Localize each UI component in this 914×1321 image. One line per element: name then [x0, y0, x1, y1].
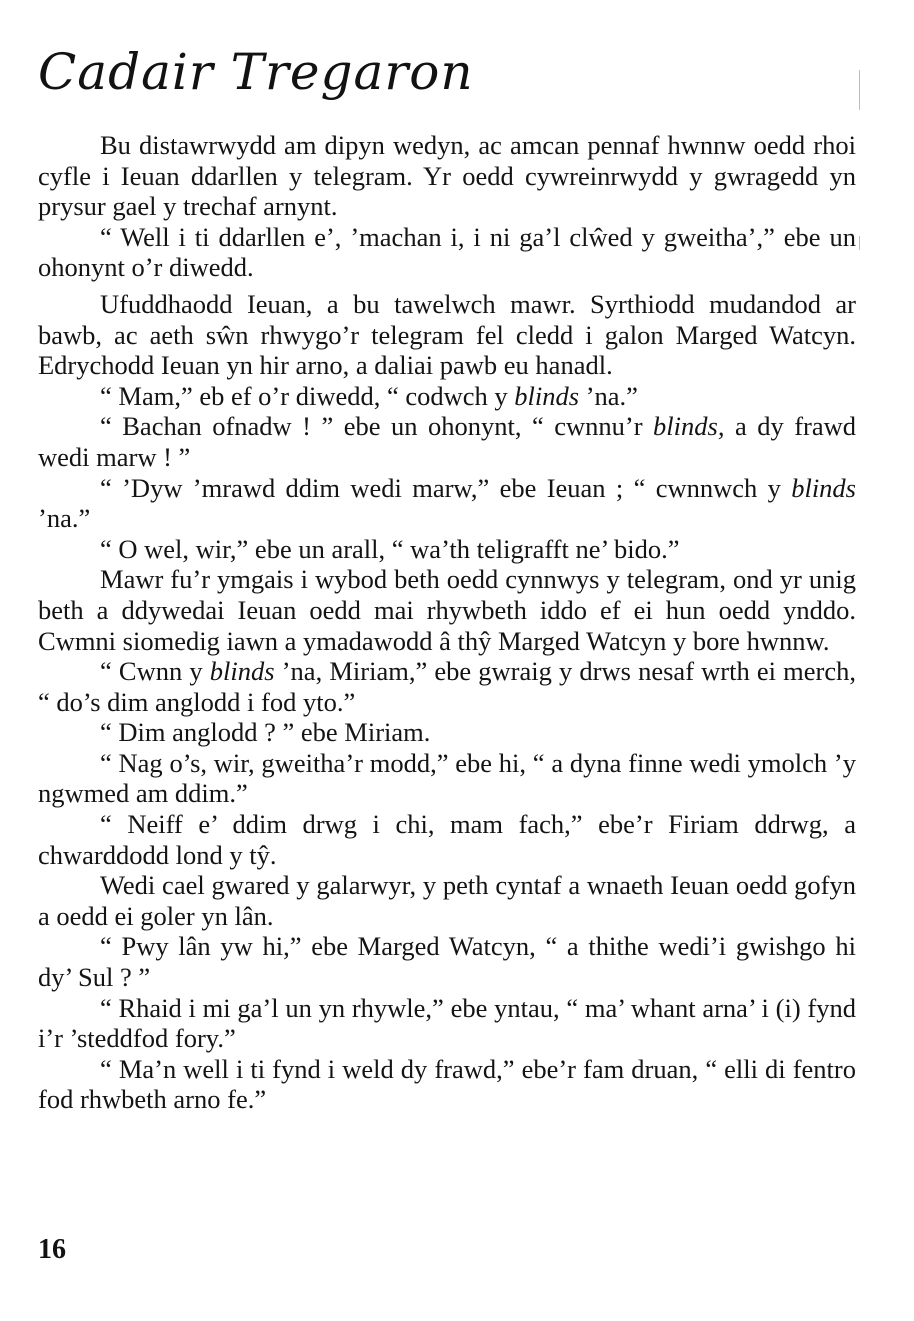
paragraph-text: “ Bachan ofnadw ! ” ebe un ohonynt, “ cwnnu’r	[100, 411, 654, 442]
italic-word: blinds,	[653, 411, 725, 442]
paragraph-text: ’na.”	[579, 380, 638, 411]
paragraph: “ Neiff e’ ddim drwg i chi, mam fach,” ebe’r Firiam ddrwg, a chwarddodd lond y tŷ.	[38, 809, 856, 870]
paragraph: “ Nag o’s, wir, gweitha’r modd,” ebe hi, “ a dyna finne wedi ymolch ’y ngwmed am ddim.”	[38, 747, 856, 809]
paragraph	[38, 656, 856, 717]
paragraph-text: a dy frawd wedi marw ! ”	[38, 411, 857, 472]
page-edge-mark	[859, 236, 860, 250]
paragraph: Ufuddhaodd Ieuan, a bu tawelwch mawr. Syrthiodd mudandod ar bawb, ac aeth sŵn rhwygo’r telegram fel cledd i galon Marged Watcyn. Edrychodd Ieuan yn hir arno, a daliai pawb eu hanadl.	[38, 288, 856, 381]
paragraph	[38, 381, 856, 412]
paragraph-text: “ Cwnn y	[100, 656, 210, 687]
italic-word: blinds	[514, 380, 580, 411]
paragraph	[38, 473, 856, 534]
paragraph: Bu distawrwydd am dipyn wedyn, ac amcan pennaf hwnnw oedd rhoi cyfle i Ieuan ddarllen y telegram. Yr oedd cywreinrwydd y gwragedd yn prysur gael y trechaf arnynt.	[38, 130, 856, 222]
paragraph: “ Well i ti ddarllen e’, ’machan i, i ni ga’l clŵed y gweitha’,” ebe un ohonynt o’r diwedd.	[38, 221, 856, 283]
paragraph: “ Rhaid i mi ga’l un yn rhywle,” ebe yntau, “ ma’ whant arna’ i (i) fynd i’r ’steddfod fory.”	[38, 992, 856, 1054]
paragraph-text: “ ’Dyw ’mrawd ddim wedi marw,” ebe Ieuan ; “ cwnnwch y	[100, 472, 792, 503]
paragraph: Wedi cael gwared y galarwyr, y peth cyntaf a wnaeth Ieuan oedd gofyn a oedd ei goler yn lân.	[38, 870, 856, 931]
page-title: Cadair Tregaron	[38, 43, 474, 101]
italic-word: blinds	[791, 472, 856, 503]
paragraph-text: “ Mam,” eb ef o’r diwedd, “ codwch y	[100, 380, 515, 411]
paragraph-text: ’na, Miriam,” ebe gwraig y drws nesaf wrth ei merch, “ do’s dim anglodd i fod yto.”	[38, 656, 856, 717]
paragraph: “ O wel, wir,” ebe un arall, “ wa’th teligrafft ne’ bido.”	[100, 533, 680, 564]
page-edge-mark	[859, 70, 860, 110]
paragraph: “ Ma’n well i ti fynd i weld dy frawd,” ebe’r fam druan, “ elli di fentro fod rhwbeth arno fe.”	[38, 1053, 856, 1115]
body-text	[38, 130, 856, 1115]
paragraph: Mawr fu’r ymgais i wybod beth oedd cynnwys y telegram, ond yr unig beth a ddywedai Ieuan oedd mai rhywbeth iddo ef ei hun oedd ynddo. Cwmni siomedig iawn a ymadawodd â thŷ Marged Watcyn y bore hwnnw.	[38, 564, 856, 656]
page-number: 16	[38, 1234, 66, 1265]
italic-word: blinds	[209, 656, 275, 687]
paragraph: “ Pwy lân yw hi,” ebe Marged Watcyn, “ a thithe wedi’i gwishgo hi dy’ Sul ? ”	[38, 931, 856, 993]
paragraph	[38, 411, 856, 472]
paragraph: “ Dim anglodd ? ” ebe Miriam.	[100, 717, 431, 748]
paragraph-text: ’na.”	[38, 503, 91, 534]
